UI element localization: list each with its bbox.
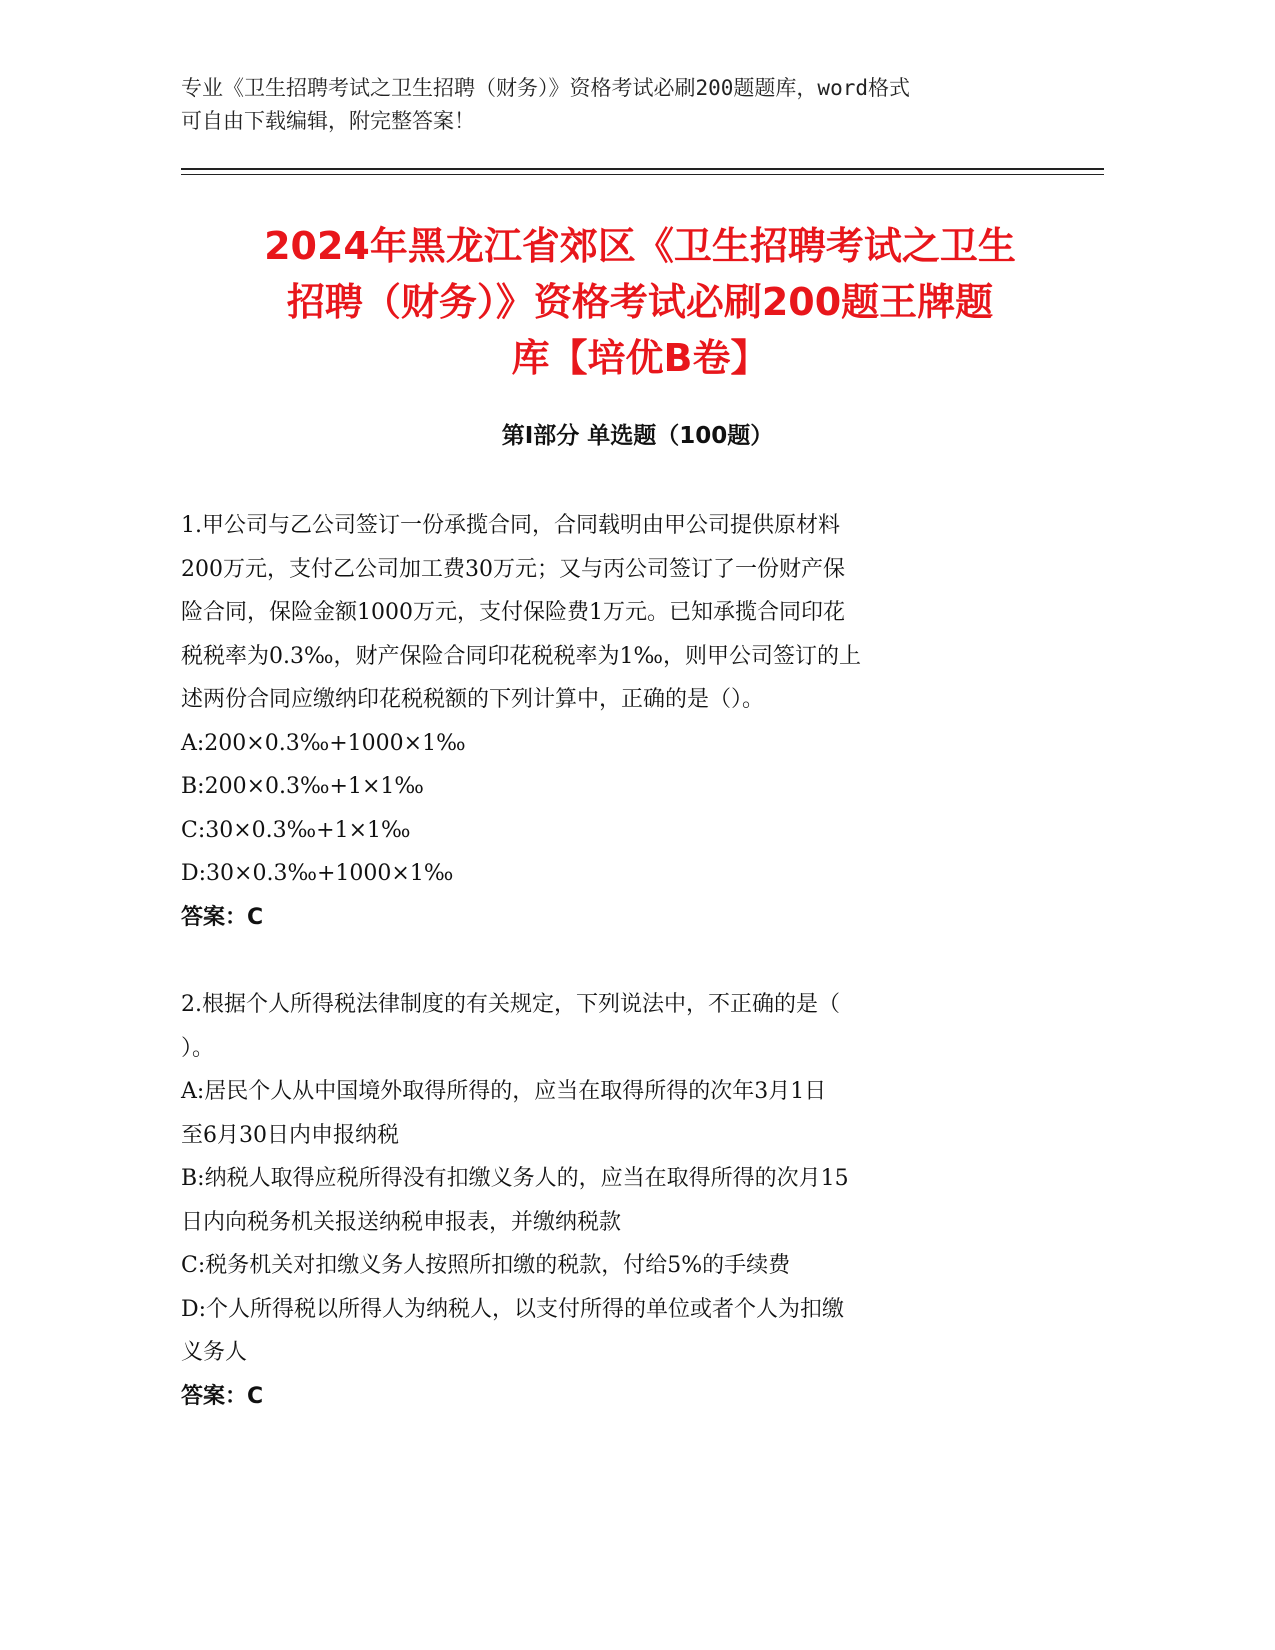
title-line: 招聘（财务）》资格考试必刷200题王牌题: [286, 280, 994, 324]
option-d-continued: 义务人: [181, 1340, 248, 1365]
answer-label: 答案：C: [181, 1383, 264, 1409]
header-note: [181, 72, 1061, 138]
answer-label: 答案：C: [181, 904, 264, 930]
option-d: D:30×0.3‰+1000×1‰: [181, 861, 454, 886]
option-c: C:30×0.3‰+1×1‰: [181, 817, 411, 843]
question-stem-line: 述两份合同应缴纳印花税税额的下列计算中，正确的是（）。: [181, 687, 765, 712]
option-c: C:税务机关对扣缴义务人按照所扣缴的税款，付给5%的手续费: [181, 1253, 791, 1278]
header-note-line: 专业《卫生招聘考试之卫生招聘（财务）》资格考试必刷200题题库，word格式: [181, 76, 910, 100]
option-b: B:200×0.3‰+1×1‰: [181, 774, 424, 799]
option-a: A:200×0.3‰+1000×1‰: [181, 730, 466, 756]
question-stem-line: ）。: [181, 1035, 215, 1061]
question-stem-line: 税税率为0.3‰，财产保险合同印花税税率为1‰，则甲公司签订的上: [181, 643, 862, 669]
question-1: [181, 504, 1041, 939]
option-d: D:个人所得税以所得人为纳税人，以支付所得的单位或者个人为扣缴: [181, 1296, 845, 1322]
question-stem-line: 险合同，保险金额1000万元，支付保险费1万元。已知承揽合同印花: [181, 600, 845, 625]
header-note-line: 可自由下载编辑，附完整答案！: [181, 109, 475, 133]
header-divider: [181, 168, 1104, 170]
option-a-continued: 至6月30日内申报纳税: [181, 1122, 399, 1148]
title-line: 库【培优B卷】: [511, 336, 769, 380]
question-2: [181, 983, 1041, 1418]
question-stem-line: 1.甲公司与乙公司签订一份承揽合同，合同载明由甲公司提供原材料: [181, 513, 840, 538]
section-heading: 第Ⅰ部分 单选题（100题）: [501, 423, 774, 449]
document-title: [140, 218, 1140, 386]
option-a: A:居民个人从中国境外取得所得的，应当在取得所得的次年3月1日: [181, 1079, 827, 1104]
title-line: 2024年黑龙江省郊区《卫生招聘考试之卫生: [264, 224, 1016, 268]
option-b-continued: 日内向税务机关报送纳税申报表，并缴纳税款: [181, 1209, 622, 1235]
question-stem-line: 2.根据个人所得税法律制度的有关规定，下列说法中，不正确的是（: [181, 992, 840, 1017]
option-b: B:纳税人取得应税所得没有扣缴义务人的，应当在取得所得的次月15: [181, 1166, 849, 1191]
question-stem-line: 200万元，支付乙公司加工费30万元；又与丙公司签订了一份财产保: [181, 556, 845, 582]
header-divider: [181, 174, 1104, 175]
